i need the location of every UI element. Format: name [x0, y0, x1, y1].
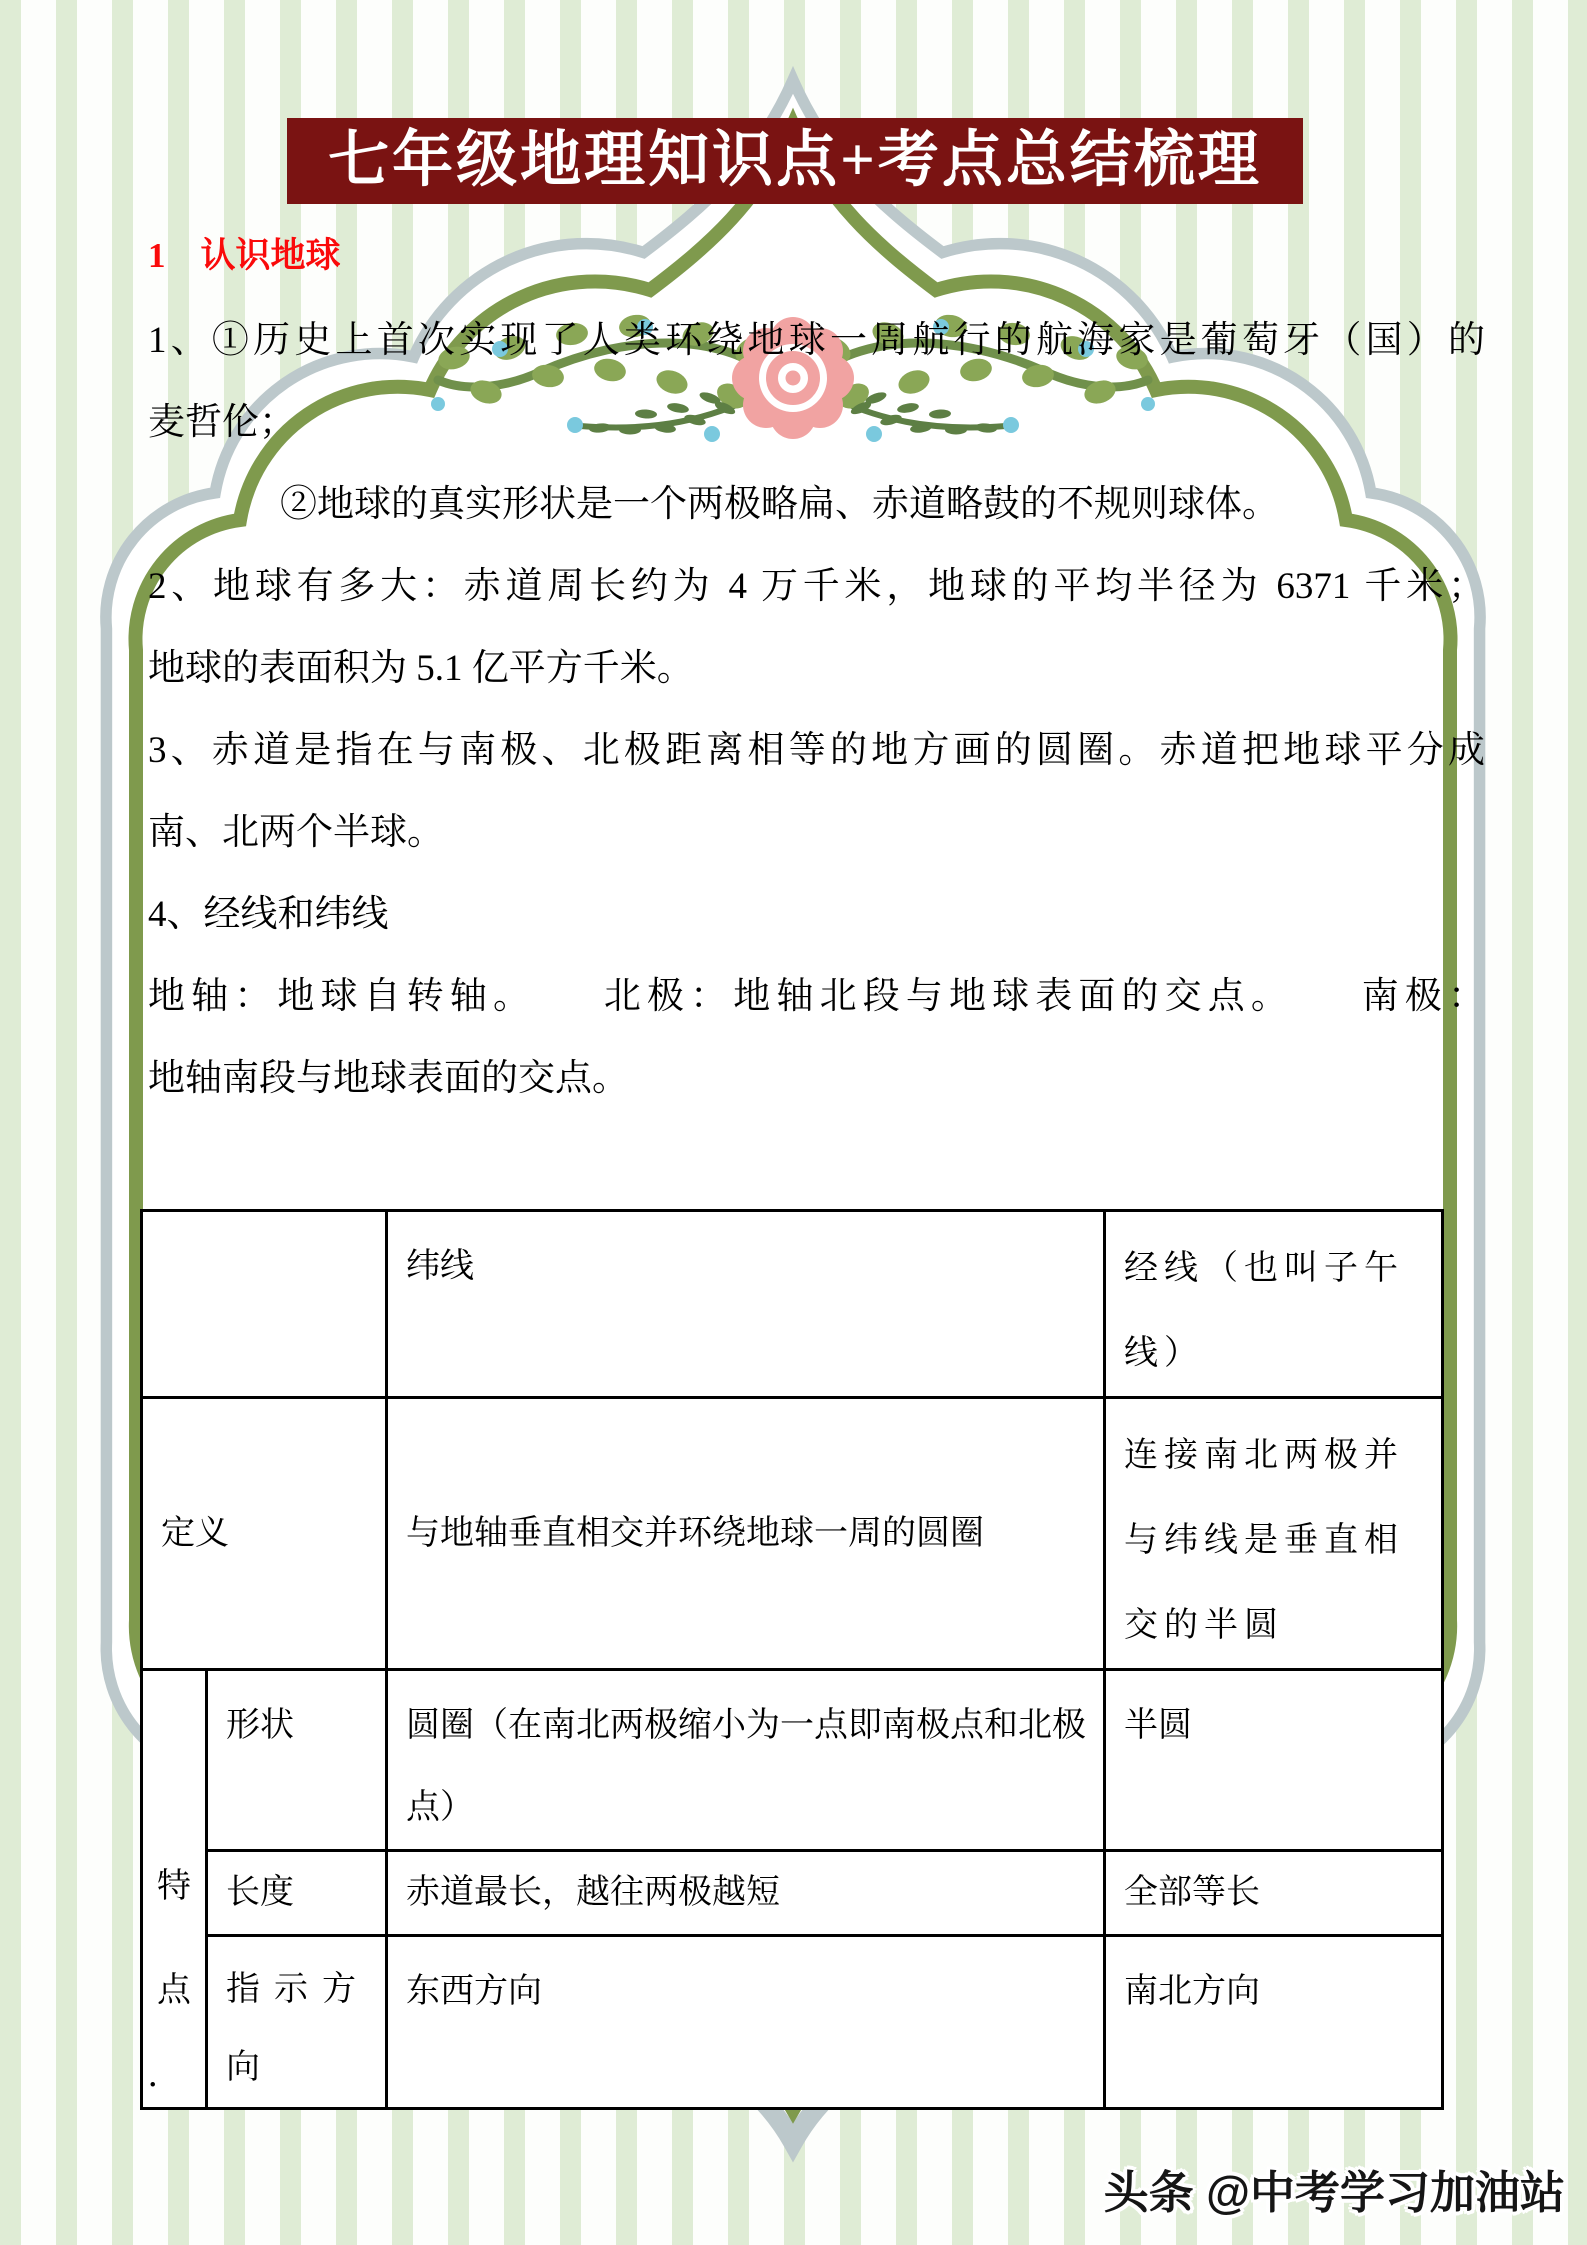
length-longitude-cell: 全部等长: [1105, 1851, 1443, 1936]
section-heading: 1 认识地球: [148, 236, 341, 275]
definition-latitude-cell: 与地轴垂直相交并环绕地球一周的圆圈: [387, 1398, 1105, 1670]
body-line: 地轴南段与地球表面的交点。: [148, 1058, 629, 1099]
table-row-length: [142, 1851, 1443, 1936]
table-row-shape: [142, 1670, 1443, 1851]
length-latitude-cell: 赤道最长，越往两极越短: [387, 1851, 1105, 1936]
watermark: 头条 @中考学习加油站: [1103, 2167, 1565, 2218]
stray-period: .: [148, 2053, 158, 2095]
header-longitude-cell: 经线（也叫子午线）: [1105, 1211, 1443, 1398]
title-banner: [287, 118, 1303, 204]
length-label-cell: 长度: [207, 1851, 387, 1936]
body-line: 麦哲伦；: [148, 402, 296, 443]
body-line: ②地球的真实形状是一个两极略扁、赤道略鼓的不规则球体。: [280, 484, 1279, 525]
body-line: 1、①历史上首次实现了人类环绕地球一周航行的航海家是葡萄牙（国）的: [148, 320, 1485, 361]
table-row-definition: [142, 1398, 1443, 1670]
body-line: 2、地球有多大：赤道周长约为 4 万千米，地球的平均半径为 6371 千米；: [148, 566, 1485, 607]
body-line: 4、经线和纬线: [148, 894, 389, 935]
latitude-longitude-table: [140, 1209, 1444, 2110]
body-line: 地球的表面积为 5.1 亿平方千米。: [148, 648, 694, 689]
body-line: 南、北两个半球。: [148, 812, 444, 853]
table-row-header: [142, 1211, 1443, 1398]
features-label-top: 特: [157, 1867, 191, 1905]
features-label-bottom: 点: [157, 1971, 191, 2009]
page-title: 七年级地理知识点+考点总结梳理: [328, 127, 1262, 194]
shape-label-cell: 形状: [207, 1670, 387, 1851]
shape-longitude-cell: 半圆: [1105, 1670, 1443, 1851]
body-line: 3、赤道是指在与南极、北极距离相等的地方画的圆圈。赤道把地球平分成: [148, 730, 1485, 771]
header-blank-cell: [142, 1211, 387, 1398]
shape-latitude-cell: 圆圈（在南北两极缩小为一点即南极点和北极点）: [387, 1670, 1105, 1851]
definition-longitude-cell: 连接南北两极并与纬线是垂直相交的半圆: [1105, 1398, 1443, 1670]
features-label-cell: [142, 1670, 207, 2109]
direction-label-cell: 指示方向: [207, 1936, 387, 2109]
direction-latitude-cell: 东西方向: [387, 1936, 1105, 2109]
header-latitude-cell: 纬线: [387, 1211, 1105, 1398]
table-row-direction: [142, 1936, 1443, 2109]
body-text: [148, 300, 1485, 1120]
direction-longitude-cell: 南北方向: [1105, 1936, 1443, 2109]
definition-label-cell: 定义: [142, 1398, 387, 1670]
body-line: 地轴：地球自转轴。 北极：地轴北段与地球表面的交点。 南极：: [148, 976, 1485, 1017]
